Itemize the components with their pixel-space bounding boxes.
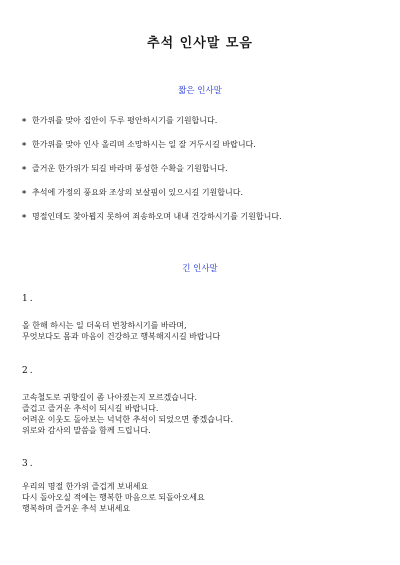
greeting-text: 한가위를 맞아 인사 올리며 소망하시는 일 잘 거두시길 바랍니다. xyxy=(32,140,256,149)
block-number: 1. xyxy=(22,294,35,304)
short-greetings-list xyxy=(22,116,394,236)
block-text xyxy=(22,481,392,514)
bullet-marker: * xyxy=(22,116,27,126)
greeting-text: 한가위를 맞아 집안이 두루 평안하시기를 기원합니다. xyxy=(32,116,218,125)
block-number: 2. xyxy=(22,366,35,376)
long-greeting-block xyxy=(22,459,392,514)
bullet-marker: * xyxy=(22,164,27,174)
bullet-marker: * xyxy=(22,188,27,198)
text-line: 우리의 명절 한가위 즐겁게 보내세요 xyxy=(22,482,149,491)
long-greeting-block xyxy=(22,366,392,436)
list-item xyxy=(22,212,394,236)
list-item xyxy=(22,116,394,140)
short-greetings-heading: 짧은 인사말 xyxy=(178,86,222,96)
greeting-text: 명절인데도 찾아뵙지 못하여 죄송하오며 내내 건강하시기를 기원합니다. xyxy=(32,212,282,221)
text-line: 다시 돌아오실 적에는 행복한 마음으로 되돌아오세요 xyxy=(22,493,205,502)
greeting-text: 추석에 가정의 풍요와 조상의 보살핌이 있으시길 기원합니다. xyxy=(32,188,243,197)
list-item xyxy=(22,164,394,188)
list-item xyxy=(22,188,394,212)
text-line: 위로와 감사의 말씀을 함께 드립니다. xyxy=(22,426,151,435)
long-greeting-block xyxy=(22,294,392,342)
document-title: 추석 인사말 모음 xyxy=(147,36,253,51)
list-item xyxy=(22,140,394,164)
long-greetings-heading: 긴 인사말 xyxy=(182,264,218,274)
text-line: 올 한해 하시는 일 더욱더 번창하시기를 바라며, xyxy=(22,321,187,330)
text-line: 어려운 이웃도 돌아보는 넉넉한 추석이 되었으면 좋겠습니다. xyxy=(22,415,233,424)
greeting-text: 즐거운 한가위가 되길 바라며 풍성한 수확을 기원합니다. xyxy=(32,164,228,173)
text-line: 고속철도로 귀향길이 좀 나아졌는지 모르겠습니다. xyxy=(22,393,198,402)
block-text xyxy=(22,320,392,342)
block-text xyxy=(22,392,392,436)
text-line: 행복하며 즐거운 추석 보내세요 xyxy=(22,504,131,513)
block-number: 3. xyxy=(22,459,35,469)
text-line: 무엇보다도 몸과 마음이 건강하고 행복해지시길 바랍니다 xyxy=(22,332,221,341)
bullet-marker: * xyxy=(22,140,27,150)
text-line: 즐겁고 즐거운 추석이 되시길 바랍니다. xyxy=(22,404,159,413)
bullet-marker: * xyxy=(22,212,27,222)
